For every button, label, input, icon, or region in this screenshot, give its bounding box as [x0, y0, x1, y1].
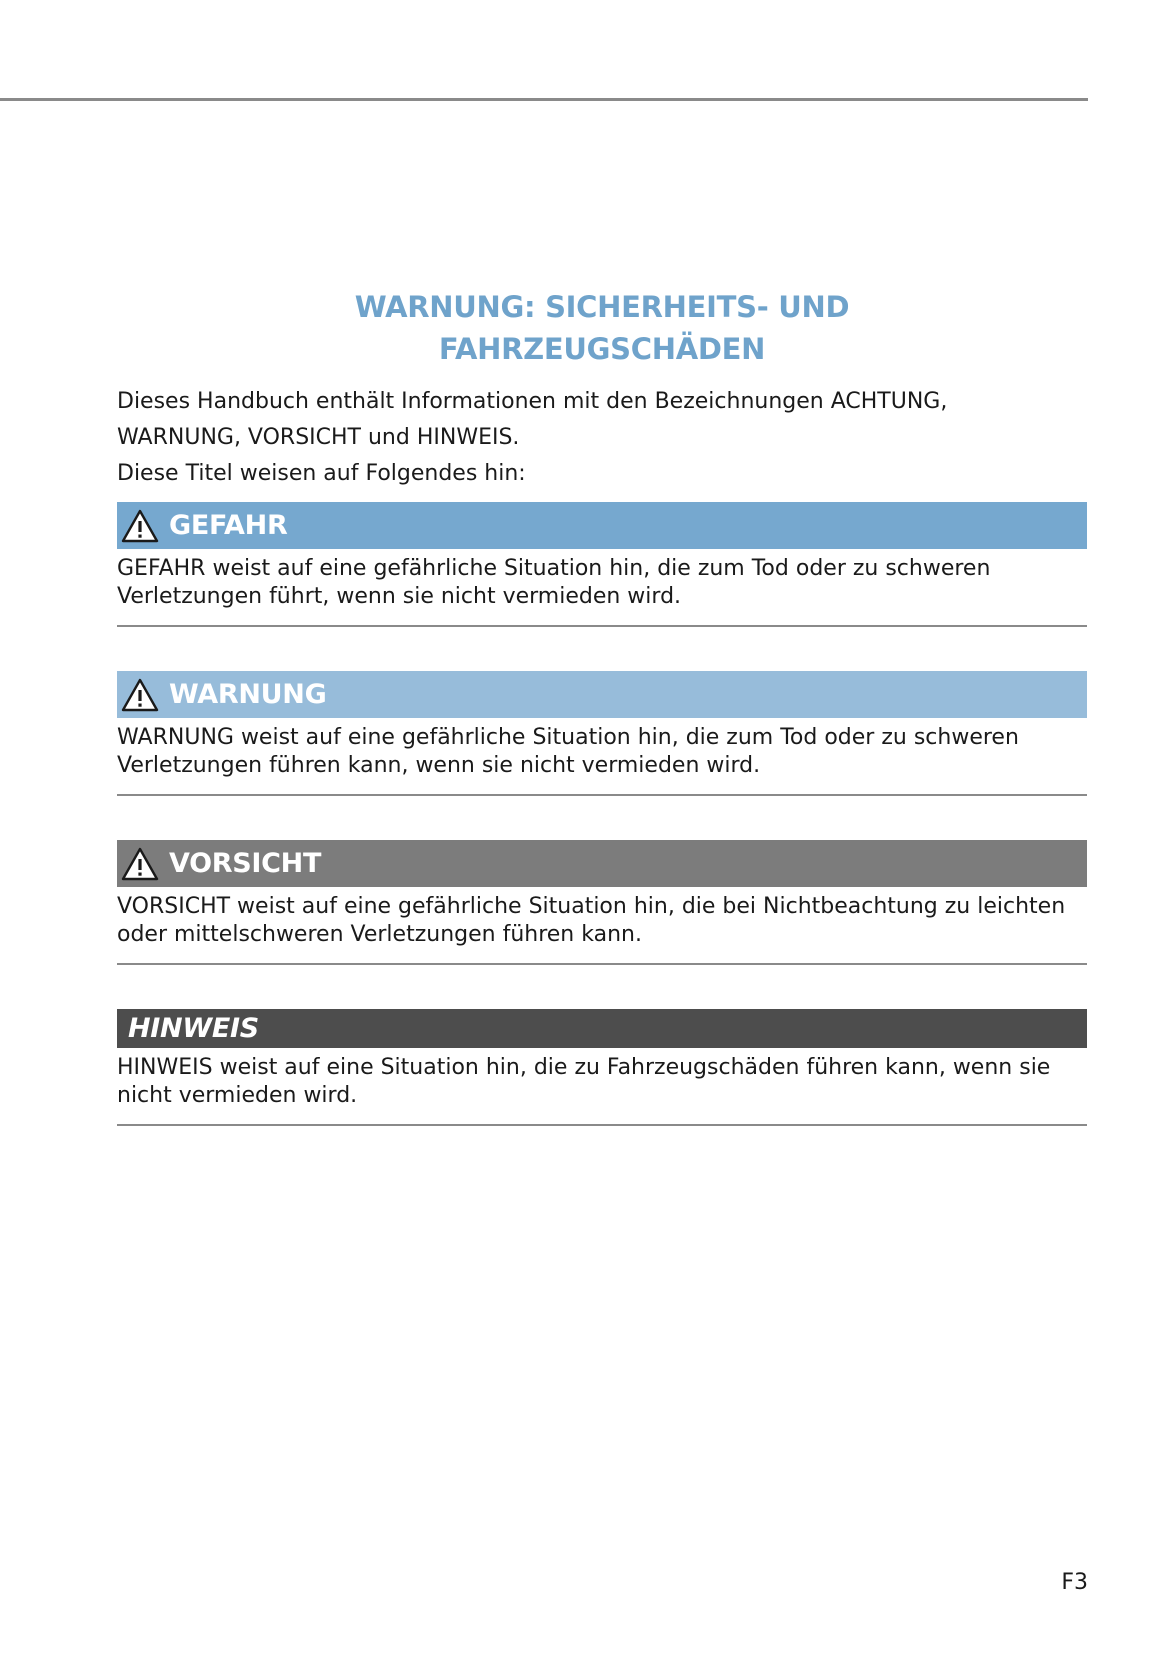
notice-gefahr-text-line1: GEFAHR weist auf eine gefährliche Situation hin, die zum Tod oder zu schweren [117, 556, 991, 581]
notice-gefahr [117, 502, 1087, 611]
notice-hinweis-text-line2: nicht vermieden wird. [117, 1083, 358, 1108]
notice-vorsicht-text-line1: VORSICHT weist auf eine gefährliche Situation hin, die bei Nichtbeachtung zu leichten [117, 894, 1066, 919]
notice-hinweis-text-line1: HINWEIS weist auf eine Situation hin, die zu Fahrzeugschäden führen kann, wenn sie [117, 1055, 1051, 1080]
notice-vorsicht-text-line2: oder mittelschweren Verletzungen führen kann. [117, 922, 642, 947]
notice-vorsicht-header [117, 840, 1087, 887]
notice-vorsicht-label: VORSICHT [169, 848, 322, 879]
notice-gefahr-label: GEFAHR [169, 510, 288, 541]
warning-triangle-icon [120, 677, 160, 713]
notice-warnung-header [117, 671, 1087, 718]
notice-gefahr-header [117, 502, 1087, 549]
notice-hinweis-text [117, 1048, 1087, 1110]
divider [117, 794, 1087, 796]
page-title-line2: FAHRZEUGSCHÄDEN [438, 332, 766, 366]
divider [117, 1124, 1087, 1126]
notice-warnung [117, 671, 1087, 780]
intro-line3: Diese Titel weisen auf Folgendes hin: [117, 461, 526, 486]
notice-hinweis [117, 1009, 1087, 1110]
notice-warnung-label: WARNUNG [169, 679, 327, 710]
warning-triangle-icon [120, 846, 160, 882]
notice-warnung-text-line2: Verletzungen führen kann, wenn sie nicht vermieden wird. [117, 753, 761, 778]
notice-vorsicht [117, 840, 1087, 949]
notice-hinweis-label: HINWEIS [128, 1013, 259, 1044]
page-title [117, 286, 1087, 370]
page-number: F3 [1061, 1570, 1088, 1595]
top-rule [0, 98, 1088, 101]
warning-triangle-icon [120, 508, 160, 544]
notice-hinweis-header [117, 1009, 1087, 1048]
notice-gefahr-text-line2: Verletzungen führt, wenn sie nicht vermieden wird. [117, 584, 682, 609]
intro-text [117, 384, 1087, 492]
intro-line1: Dieses Handbuch enthält Informationen mit den Bezeichnungen ACHTUNG, [117, 389, 948, 414]
notice-warnung-text-line1: WARNUNG weist auf eine gefährliche Situation hin, die zum Tod oder zu schweren [117, 725, 1019, 750]
notice-vorsicht-text [117, 887, 1087, 949]
notice-warnung-text [117, 718, 1087, 780]
divider [117, 963, 1087, 965]
notice-gefahr-text [117, 549, 1087, 611]
intro-line2: WARNUNG, VORSICHT und HINWEIS. [117, 425, 520, 450]
page-title-line1: WARNUNG: SICHERHEITS- UND [354, 290, 850, 324]
divider [117, 625, 1087, 627]
